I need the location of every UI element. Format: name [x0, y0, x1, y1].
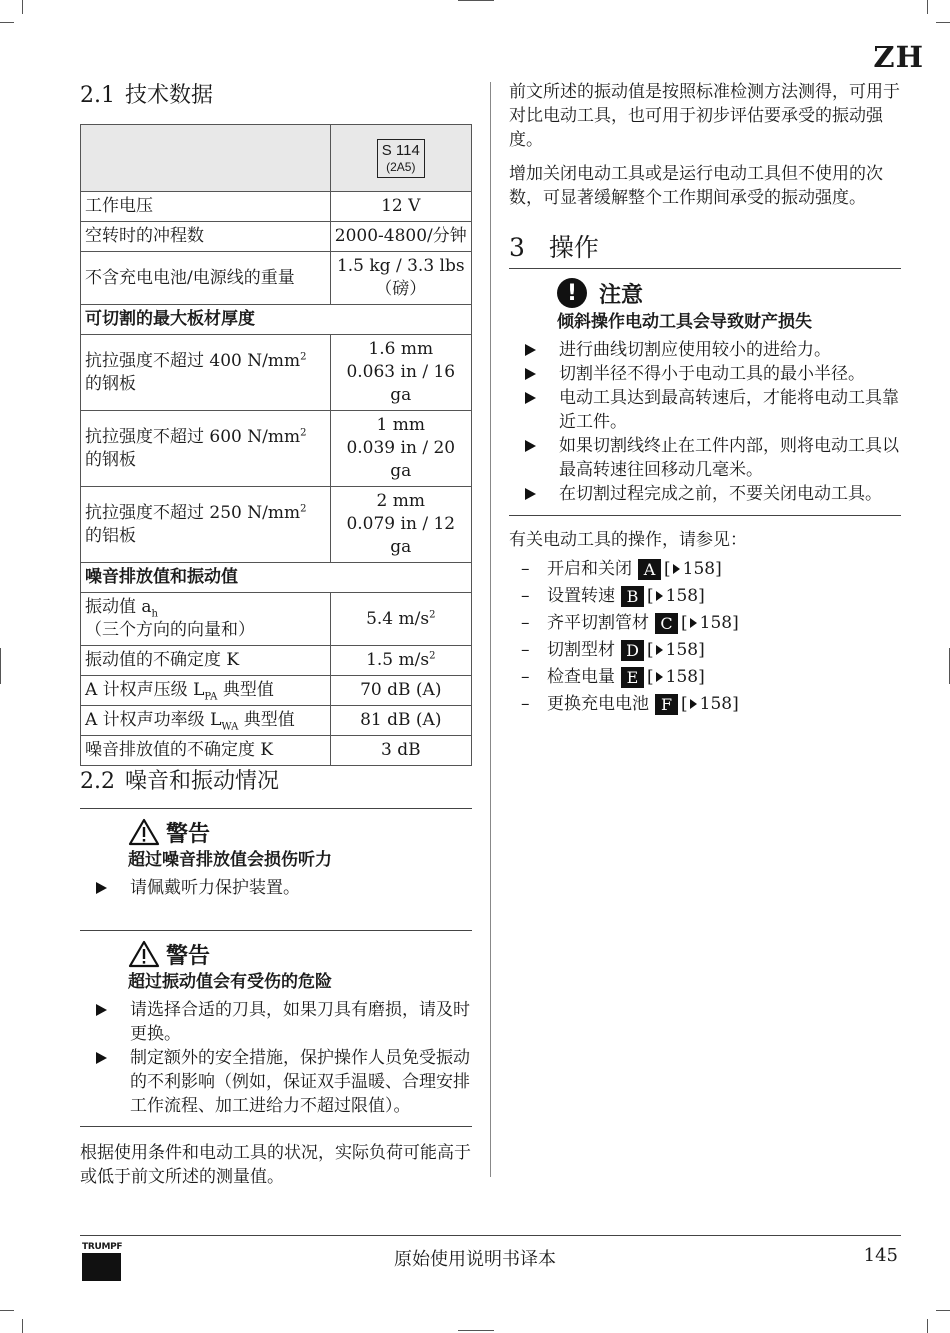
technical-data-table [80, 124, 472, 766]
page-reference[interactable]: [ 158] [681, 613, 739, 633]
page-reference[interactable]: [ 158] [647, 586, 705, 606]
crop-mark [936, 1310, 950, 1311]
section-2-1-heading [80, 80, 472, 112]
notice-label: 注意 [599, 281, 644, 308]
table-row: 振动值的不确定度 K 1.5 $m/s^2$ [81, 646, 472, 676]
figure-label: C [655, 613, 678, 634]
crop-mark [927, 1319, 928, 1333]
list-item: – 检查电量 E [ 158] [521, 667, 705, 687]
table-row: 振动值 $a_h$（三个方向的向量和） 5.4 $m/s^2$ [81, 593, 472, 646]
pointer-triangle-icon [673, 564, 680, 574]
figure-label: F [655, 694, 678, 715]
section-number: 2.2 [80, 769, 115, 794]
list-item: – 切割型材 D [ 158] [521, 640, 705, 660]
arrow-bullet-icon [96, 882, 107, 894]
table-row: A 计权声功率级 $L_{WA}$ 典型值 81 dB (A) [81, 706, 472, 736]
table-group-row: 噪音排放值和振动值 [81, 563, 472, 593]
notice-block [509, 277, 901, 516]
page-reference[interactable]: [ 158] [647, 667, 705, 687]
paragraph: 根据使用条件和电动工具的状况，实际负荷可能高于或低于前文所述的测量值。 [80, 1143, 471, 1187]
crop-mark [0, 1310, 14, 1311]
list-item: – 设置转速 B [ 158] [521, 586, 705, 606]
table-header-row [81, 125, 472, 192]
model-badge: S 114 (2A5) [377, 139, 425, 178]
list-item: 电动工具达到最高转速后，才能将电动工具靠近工件。 [509, 386, 901, 434]
table-row: 空转时的冲程数 2000-4800/分钟 [81, 222, 472, 252]
warning-label: 警告 [166, 820, 211, 847]
warning-subtitle: 超过噪音排放值会损伤听力 [128, 850, 332, 870]
brand-logo: TRUMPF [82, 1242, 122, 1281]
figure-label: A [638, 559, 661, 580]
list-item: 制定额外的安全措施，保护操作人员免受振动的不利影响（例如，保证双手温暖、合理安排工作流程、加工进给力不超过限值）。 [80, 1046, 472, 1118]
list-item: – 更换充电电池 F [ 158] [521, 694, 739, 714]
arrow-bullet-icon [525, 488, 536, 500]
page-reference[interactable]: [ 158] [664, 559, 722, 579]
language-code: ZH [873, 40, 924, 74]
table-row: 噪音排放值的不确定度 K 3 dB [81, 736, 472, 766]
figure-label: D [621, 640, 644, 661]
pointer-triangle-icon [656, 672, 663, 682]
table-row: 工作电压 12 V [81, 192, 472, 222]
crop-mark [458, 0, 494, 1]
crop-mark [0, 648, 1, 684]
list-item: – 开启和关闭 A [ 158] [521, 559, 722, 579]
list-item: 请佩戴听力保护装置。 [80, 876, 472, 900]
page-number: 145 [863, 1245, 898, 1266]
section-3-heading [509, 232, 901, 269]
crop-mark [22, 0, 23, 14]
notice-list [509, 338, 901, 506]
warning-triangle-icon [128, 940, 160, 968]
section-2-2-heading [80, 766, 472, 798]
warning-triangle-icon [128, 818, 160, 846]
list-item: 进行曲线切割应使用较小的进给力。 [509, 338, 901, 362]
arrow-bullet-icon [96, 1004, 107, 1016]
warning-block-noise [80, 808, 472, 930]
list-item: 如果切割线终止在工件内部，则将电动工具以最高转速往回移动几毫米。 [509, 434, 901, 482]
list-item: – 齐平切割管材 C [ 158] [521, 613, 739, 633]
table-row: A 计权声压级 $L_{PA}$ 典型值 70 dB (A) [81, 676, 472, 706]
crop-mark [458, 1330, 494, 1331]
table-group-row: 可切割的最大板材厚度 [81, 305, 472, 335]
table-row: 抗拉强度不超过 250 $N/mm^2$ 的铝板 2 mm 0.079 in / 12 ga [81, 487, 472, 563]
arrow-bullet-icon [525, 440, 536, 452]
paragraph: 增加关闭电动工具或是运行电动工具但不使用的次数，可显著缓解整个工作期间承受的振动强度。 [509, 164, 883, 208]
arrow-bullet-icon [96, 1052, 107, 1064]
notice-header [509, 277, 901, 309]
pointer-triangle-icon [656, 591, 663, 601]
warning-label: 警告 [166, 942, 211, 969]
warning-list [80, 876, 472, 900]
page-reference[interactable]: [ 158] [647, 640, 705, 660]
warning-header [80, 817, 472, 847]
figure-label: B [621, 586, 644, 607]
list-item: 切割半径不得小于电动工具的最小半径。 [509, 362, 901, 386]
figure-label: E [621, 667, 644, 688]
crop-mark [927, 0, 928, 14]
page-reference[interactable]: [ 158] [681, 694, 739, 714]
crop-mark [936, 22, 950, 23]
operations-list [509, 556, 901, 718]
right-column [509, 80, 901, 718]
paragraph: 有关电动工具的操作，请参见： [509, 530, 747, 550]
table-row: 抗拉强度不超过 400 $N/mm^2$ 的钢板 1.6 mm 0.063 in / 16 ga [81, 335, 472, 411]
footer-title: 原始使用说明书译本 [394, 1249, 556, 1270]
section-title: 噪音和振动情况 [125, 769, 280, 794]
section-title: 操作 [548, 233, 599, 262]
warning-block-vibration [80, 930, 472, 1127]
pointer-triangle-icon [656, 645, 663, 655]
pointer-triangle-icon [690, 618, 697, 628]
arrow-bullet-icon [525, 344, 536, 356]
crop-mark [22, 1319, 23, 1333]
table-row: 不含充电电池/电源线的重量 1.5 kg / 3.3 lbs （磅） [81, 252, 472, 305]
warning-list [80, 998, 472, 1118]
notice-subtitle: 倾斜操作电动工具会导致财产损失 [557, 312, 812, 332]
arrow-bullet-icon [525, 392, 536, 404]
paragraph: 前文所述的振动值是按照标准检测方法测得，可用于对比电动工具，也可用于初步评估要承受的振动强度。 [509, 82, 900, 150]
pointer-triangle-icon [690, 699, 697, 709]
warning-header [80, 939, 472, 969]
exclamation-icon: ! [557, 278, 587, 308]
left-column [80, 80, 472, 1189]
warning-subtitle: 超过振动值会有受伤的危险 [128, 972, 332, 992]
section-number: 2.1 [80, 83, 115, 108]
column-divider [490, 82, 491, 1177]
crop-mark [0, 22, 14, 23]
list-item: 请选择合适的刀具，如果刀具有磨损，请及时更换。 [80, 998, 472, 1046]
arrow-bullet-icon [525, 368, 536, 380]
table-row: 抗拉强度不超过 600 $N/mm^2$ 的钢板 1 mm 0.039 in / 20 ga [81, 411, 472, 487]
list-item: 在切割过程完成之前，不要关闭电动工具。 [509, 482, 901, 506]
section-number: 3 [509, 233, 525, 262]
footer-rule [80, 1235, 901, 1236]
section-title: 技术数据 [125, 83, 214, 108]
